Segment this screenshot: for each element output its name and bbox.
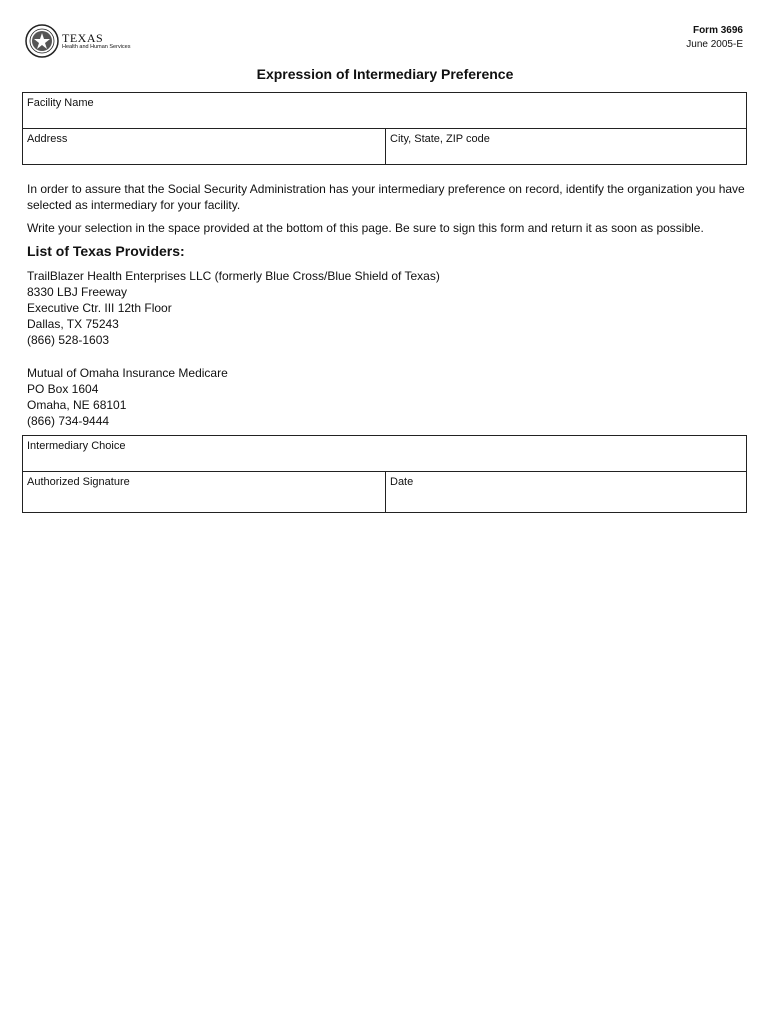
form-identifier: [686, 24, 743, 52]
provider-name: Mutual of Omaha Insurance Medicare: [27, 366, 228, 380]
selection-section: [22, 435, 747, 513]
provider-address-line: Executive Ctr. III 12th Floor: [27, 301, 172, 315]
city-state-zip-label: City, State, ZIP code: [390, 133, 490, 145]
authorized-signature-label: Authorized Signature: [27, 476, 130, 488]
form-revision-date: June 2005-E: [686, 39, 743, 50]
facility-info-section: [22, 92, 747, 165]
logo-wordmark: TEXAS: [62, 30, 104, 45]
address-label: Address: [27, 133, 68, 145]
provider-name: TrailBlazer Health Enterprises LLC (formerly Blue Cross/Blue Shield of Texas): [27, 269, 440, 283]
provider-address-line: PO Box 1604: [27, 382, 99, 396]
authorized-signature-field[interactable]: [23, 472, 385, 512]
intermediary-choice-label: Intermediary Choice: [27, 440, 126, 452]
address-field[interactable]: [23, 129, 385, 164]
agency-logo: [25, 24, 130, 58]
provider-phone: (866) 528-1603: [27, 333, 110, 347]
provider-entry: [27, 268, 440, 348]
provider-phone: (866) 734-9444: [27, 414, 110, 428]
provider-address-line: Dallas, TX 75243: [27, 317, 119, 331]
provider-address-line: 8330 LBJ Freeway: [27, 285, 128, 299]
instructions-paragraph-2: Write your selection in the space provided at the bottom of this page. Be sure to sign this form and return it as soon as possible.: [27, 221, 704, 235]
texas-seal-icon: [25, 24, 59, 58]
form-number: Form 3696: [692, 25, 743, 36]
facility-name-field[interactable]: [23, 93, 746, 128]
logo-subtext: Health and Human Services: [62, 43, 131, 50]
providers-heading: List of Texas Providers:: [27, 243, 185, 259]
intermediary-choice-field[interactable]: [23, 436, 746, 471]
date-label: Date: [390, 476, 414, 488]
city-state-zip-field[interactable]: [385, 129, 746, 164]
provider-entry: [27, 365, 228, 429]
facility-name-label: Facility Name: [27, 97, 94, 109]
instructions-paragraph-1: In order to assure that the Social Security Administration has your intermediary preference on record, identify the organization you have selected as intermediary for your facility.: [27, 182, 745, 212]
date-field[interactable]: [385, 472, 746, 512]
page-title: Expression of Intermediary Preference: [256, 66, 514, 82]
provider-address-line: Omaha, NE 68101: [27, 398, 127, 412]
